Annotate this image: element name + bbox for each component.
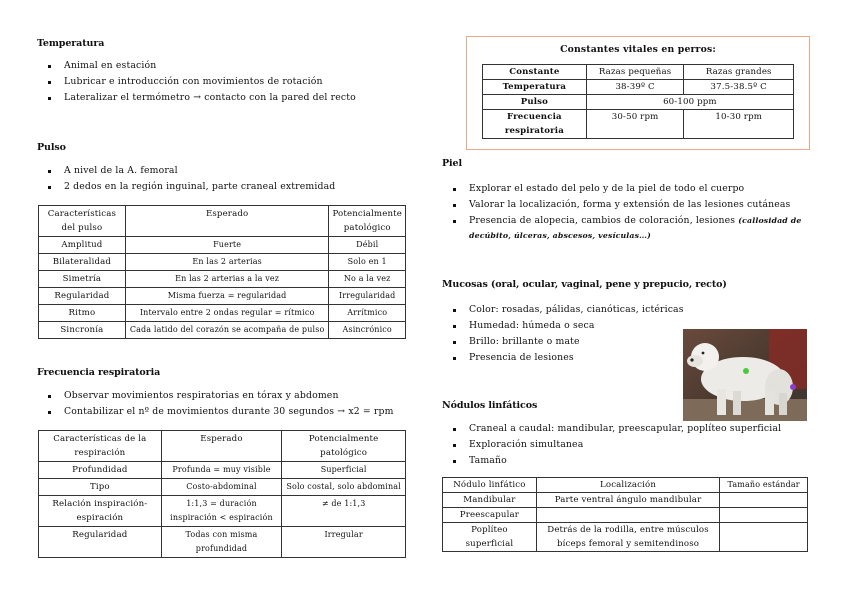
- list-item: Color: rosadas, pálidas, cianóticas, ictéricas: [442, 302, 682, 318]
- table-cell: 1:1,3 = duración inspiración < espiración: [161, 496, 282, 527]
- table-row: [443, 493, 808, 508]
- table-cell: Parte ventral ángulo mandibular: [536, 493, 719, 508]
- table-cell: Solo en 1: [329, 254, 406, 271]
- constantes-table: [482, 64, 794, 139]
- list-item: A nivel de la A. femoral: [37, 163, 427, 179]
- nodulos-list: [442, 421, 814, 469]
- table-header: Características del pulso: [39, 206, 126, 237]
- constantes-title: Constantes vitales en perros:: [560, 44, 716, 55]
- table-row: [443, 523, 808, 552]
- table-header: Características de la respiración: [39, 431, 162, 462]
- list-item: Animal en estación: [37, 58, 427, 74]
- table-row: [39, 288, 406, 305]
- table-cell: Cada latido del corazón se acompaña de pulso: [125, 322, 329, 339]
- table-cell: Pulso: [483, 95, 587, 110]
- table-header: Nódulo linfático: [443, 478, 537, 493]
- table-cell: [720, 508, 808, 523]
- list-item: Lateralizar el termómetro → contacto con la pared del recto: [37, 90, 427, 106]
- mucosas-list: [442, 302, 682, 366]
- table-header: Razas pequeñas: [586, 65, 684, 80]
- table-header: Tamaño estándar: [720, 478, 808, 493]
- table-cell: Mandibular: [443, 493, 537, 508]
- table-cell: Frecuencia respiratoria: [483, 110, 587, 139]
- table-row: [39, 271, 406, 288]
- pulso-table: [38, 205, 406, 339]
- table-row: [39, 237, 406, 254]
- table-cell: [720, 523, 808, 552]
- table-cell: Profunda = muy visible: [161, 462, 282, 479]
- table-header: Esperado: [161, 431, 282, 462]
- table-cell: Costo-abdominal: [161, 479, 282, 496]
- table-cell: 30-50 rpm: [586, 110, 684, 139]
- table-cell: 38-39º C: [586, 80, 684, 95]
- table-header: Constante: [483, 65, 587, 80]
- table-header-row: [39, 431, 406, 462]
- table-cell: Todas con misma profundidad: [161, 527, 282, 558]
- list-item: Lubricar e introducción con movimientos de rotación: [37, 74, 427, 90]
- table-cell: Detrás de la rodilla, entre músculos bíceps femoral y semitendinoso: [536, 523, 719, 552]
- dog-photo: [683, 329, 807, 421]
- table-cell: En las 2 arterias: [125, 254, 329, 271]
- table-cell: No a la vez: [329, 271, 406, 288]
- table-row: [39, 254, 406, 271]
- table-row: [39, 479, 406, 496]
- table-row: [443, 508, 808, 523]
- nodulos-title: Nódulos linfáticos: [442, 400, 538, 411]
- table-cell: Superficial: [282, 462, 406, 479]
- table-cell: [720, 493, 808, 508]
- table-row: [39, 322, 406, 339]
- temperatura-list: [37, 58, 427, 106]
- table-cell: Regularidad: [39, 288, 126, 305]
- table-header-row: [443, 478, 808, 493]
- table-cell: Tipo: [39, 479, 162, 496]
- table-row: [39, 462, 406, 479]
- table-cell: Preescapular: [443, 508, 537, 523]
- frecuencia-table: [38, 430, 406, 558]
- table-header: Potencialmente patológico: [329, 206, 406, 237]
- table-cell: 10-30 rpm: [684, 110, 794, 139]
- table-cell: 60-100 ppm: [586, 95, 793, 110]
- table-row: [39, 305, 406, 322]
- table-cell: Sincronía: [39, 322, 126, 339]
- piel-item3-text: Presencia de alopecia, cambios de coloración, lesiones: [469, 215, 739, 226]
- table-row: [483, 95, 794, 110]
- table-cell: Fuerte: [125, 237, 329, 254]
- list-item: Explorar el estado del pelo y de la piel de todo el cuerpo: [442, 181, 814, 197]
- frecuencia-title: Frecuencia respiratoria: [37, 367, 161, 378]
- table-row: [39, 527, 406, 558]
- table-cell: Amplitud: [39, 237, 126, 254]
- table-cell: Irregularidad: [329, 288, 406, 305]
- list-item: Valorar la localización, forma y extensión de las lesiones cutáneas: [442, 197, 814, 213]
- list-item: Presencia de lesiones: [442, 350, 682, 366]
- table-row: [483, 80, 794, 95]
- table-cell: Solo costal, solo abdominal: [282, 479, 406, 496]
- list-item: Craneal a caudal: mandibular, preescapular, poplíteo superficial: [442, 421, 814, 437]
- table-cell: Arrítmico: [329, 305, 406, 322]
- list-item: Brillo: brillante o mate: [442, 334, 682, 350]
- temperatura-title: Temperatura: [37, 38, 105, 49]
- table-header: Localización: [536, 478, 719, 493]
- dog-illustration: [683, 329, 807, 421]
- list-item: [442, 213, 814, 243]
- table-header: Razas grandes: [684, 65, 794, 80]
- frecuencia-list: [37, 388, 427, 420]
- table-cell: Temperatura: [483, 80, 587, 95]
- list-item: Contabilizar el nº de movimientos durante 30 segundos → x2 = rpm: [37, 404, 427, 420]
- table-cell: Ritmo: [39, 305, 126, 322]
- table-row: [39, 496, 406, 527]
- piel-item3-italic: (callosidad de decúbito, úlceras, abscesos, vesículas…): [469, 216, 802, 240]
- table-cell: Misma fuerza = regularidad: [125, 288, 329, 305]
- list-item: Observar movimientos respiratorias en tórax y abdomen: [37, 388, 427, 404]
- nodulos-table: [442, 477, 808, 552]
- table-cell: Bilateralidad: [39, 254, 126, 271]
- table-header-row: [39, 206, 406, 237]
- mucosas-title: Mucosas (oral, ocular, vaginal, pene y prepucio, recto): [442, 279, 727, 290]
- table-cell: Irregular: [282, 527, 406, 558]
- table-header: Esperado: [125, 206, 329, 237]
- table-cell: Simetría: [39, 271, 126, 288]
- table-cell: Intervalo entre 2 ondas regular = rítmico: [125, 305, 329, 322]
- table-cell: En las 2 arterias a la vez: [125, 271, 329, 288]
- pulso-list: [37, 163, 427, 195]
- table-cell: Débil: [329, 237, 406, 254]
- table-cell: Relación inspiración-espiración: [39, 496, 162, 527]
- table-cell: Poplíteo superficial: [443, 523, 537, 552]
- table-cell: Asincrónico: [329, 322, 406, 339]
- table-header-row: [483, 65, 794, 80]
- table-cell: ≠ de 1:1,3: [282, 496, 406, 527]
- table-cell: [536, 508, 719, 523]
- constantes-box: [466, 36, 810, 150]
- list-item: Exploración simultanea: [442, 437, 814, 453]
- table-cell: Regularidad: [39, 527, 162, 558]
- piel-list: [442, 181, 814, 243]
- pulso-title: Pulso: [37, 142, 66, 153]
- piel-title: Piel: [442, 158, 463, 169]
- list-item: Humedad: húmeda o seca: [442, 318, 682, 334]
- table-row: [483, 110, 794, 139]
- table-cell: Profundidad: [39, 462, 162, 479]
- list-item: 2 dedos en la región inguinal, parte craneal extremidad: [37, 179, 427, 195]
- table-cell: 37.5-38.5º C: [684, 80, 794, 95]
- list-item: Tamaño: [442, 453, 814, 469]
- table-header: Potencialmente patológico: [282, 431, 406, 462]
